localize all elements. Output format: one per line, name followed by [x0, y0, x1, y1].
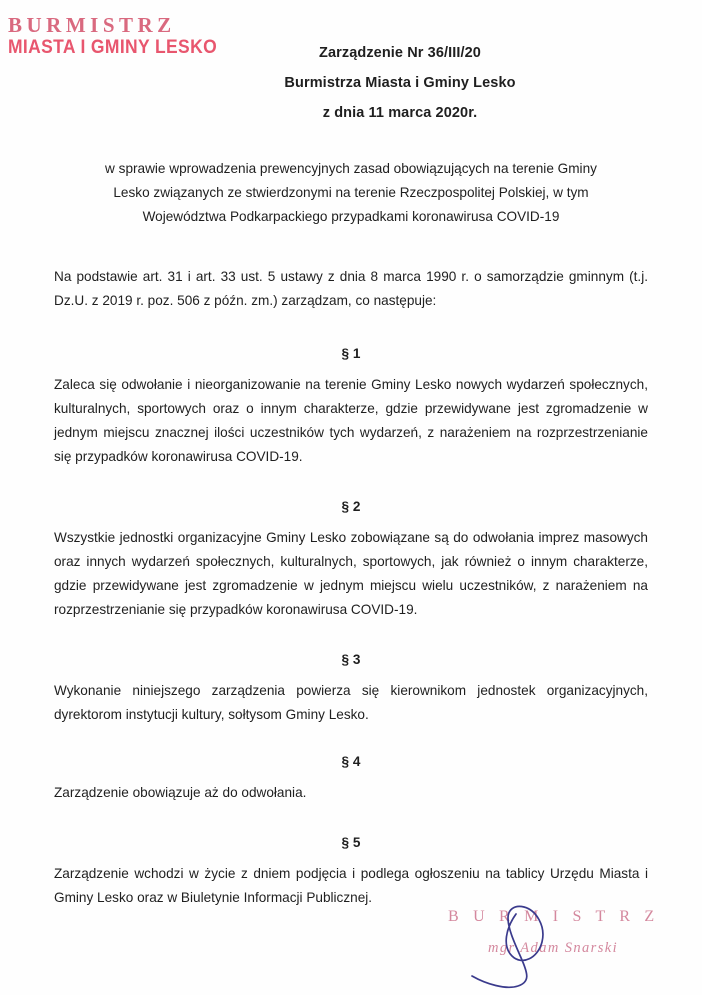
- spacer: [54, 854, 648, 862]
- spacer: [54, 805, 648, 832]
- subject-line-3: Województwa Podkarpackiego przypadkami koronawirusa COVID-19: [142, 209, 560, 224]
- spacer: [54, 469, 648, 496]
- section-heading-2: § 2: [341, 499, 361, 514]
- spacer: [54, 518, 648, 526]
- letterhead-subtitle: MIASTA I GMINY LESKO: [8, 37, 218, 59]
- section-body-2: Wszystkie jednostki organizacyjne Gminy Lesko zobowiązane są do odwołania imprez masowych oraz innych wydarzeń społecznych, kulturalnych, sportowych, jak również o innym charakterze, gdzie przewidywane jest zgromadzenie w jednym miejscu wielu uczestników, z narażeniem na rozprzestrzenianie się przypadków koronawirusa COVID-19.: [54, 530, 648, 617]
- title-line-number: Zarządzenie Nr 36/III/20: [319, 45, 481, 61]
- section-body-4: Zarządzenie obowiązuje aż do odwołania.: [54, 785, 307, 800]
- section-heading-4: § 4: [341, 754, 361, 769]
- document-body: [54, 265, 648, 910]
- section-heading-1: § 1: [341, 346, 361, 361]
- spacer: [54, 671, 648, 679]
- spacer: [54, 622, 648, 649]
- section-body-1: Zaleca się odwołanie i nieorganizowanie na terenie Gminy Lesko nowych wydarzeń społecznych, kulturalnych, sportowych oraz o innym charakterze, gdzie przewidywane jest zgromadzenie w jednym miejscu znacznej ilości uczestników tych wydarzeń, z narażeniem na rozprzestrzenianie się przypadków koronawirusa COVID-19.: [54, 377, 648, 464]
- section-heading-5: § 5: [341, 835, 361, 850]
- section-body-3: Wykonanie niniejszego zarządzenia powierza się kierownikom jednostek organizacyjnych, dyrektorom instytucji kultury, sołtysom Gminy Lesko.: [54, 683, 648, 722]
- spacer: [54, 727, 648, 751]
- spacer: [54, 365, 648, 373]
- letterhead-title: BURMISTRZ: [8, 13, 176, 37]
- signature-stamp-title: B U R M I S T R Z: [448, 908, 660, 925]
- document-title-block: [140, 38, 660, 128]
- subject-line-1: w sprawie wprowadzenia prewencyjnych zasad obowiązujących na terenie Gminy: [105, 161, 597, 176]
- section-body-5: Zarządzenie wchodzi w życie z dniem podjęcia i podlega ogłoszeniu na tablicy Urzędu Miasta i Gminy Lesko oraz w Biuletynie Informacji Publicznej.: [54, 866, 648, 905]
- signature-block: [448, 908, 658, 988]
- subject-line-2: Lesko związanych ze stwierdzonymi na terenie Rzeczpospolitej Polskiej, w tym: [113, 185, 589, 200]
- document-subject: [54, 157, 648, 229]
- section-heading-3: § 3: [341, 652, 361, 667]
- spacer: [54, 773, 648, 781]
- spacer: [54, 313, 648, 343]
- signature-stamp-name: mgr Adam Snarski: [487, 939, 619, 956]
- title-line-date: z dnia 11 marca 2020r.: [322, 105, 478, 121]
- title-line-authority: Burmistrza Miasta i Gminy Lesko: [284, 75, 516, 91]
- legal-basis-paragraph: Na podstawie art. 31 i art. 33 ust. 5 ustawy z dnia 8 marca 1990 r. o samorządzie gminnym (t.j. Dz.U. z 2019 r. poz. 506 z późn. zm.) zarządzam, co następuje:: [54, 269, 648, 308]
